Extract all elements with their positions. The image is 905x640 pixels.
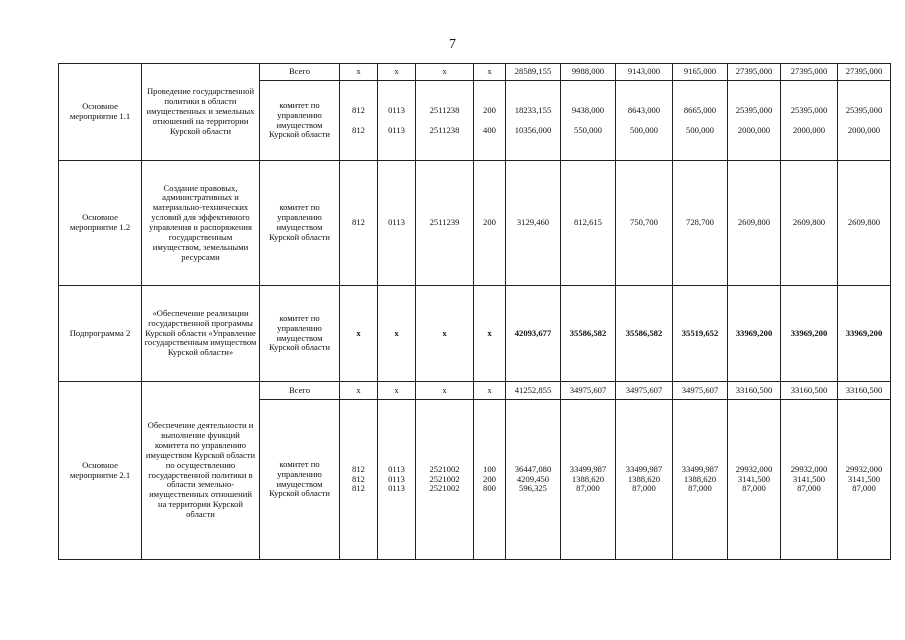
value-cell: 87,000 <box>797 483 821 494</box>
value-cell: 29932,000 <box>790 464 828 475</box>
value-cell: 29932,000 <box>845 464 883 475</box>
value-cell: 33969,200 <box>838 286 891 382</box>
value-cell: 1388,620 <box>571 473 605 484</box>
value-cell: 41252,855 <box>506 382 561 400</box>
value-cell: 27395,000 <box>728 64 781 81</box>
value-cell: 9165,000 <box>673 64 728 81</box>
value-cell: 33160,500 <box>781 382 838 400</box>
value-cell: 2000,000 <box>847 124 881 135</box>
table-row <box>59 161 891 286</box>
value-cell: 87,000 <box>688 483 712 494</box>
grbs-cell: 812 <box>352 104 365 115</box>
executor-cell: комитет по управлению имуществом Курской области <box>260 161 340 286</box>
csr-cell: 2511238 <box>429 124 460 135</box>
value-cell: 9988,000 <box>561 64 616 81</box>
value-cell: 87,000 <box>576 483 600 494</box>
event-description: Проведение государственной политики в области имущественных и земельных отношений на территории Курской области <box>142 64 260 161</box>
value-cell: 27395,000 <box>781 64 838 81</box>
rz-cell: 0113 <box>388 473 405 484</box>
executor-cell: Всего <box>260 64 340 81</box>
value-cell: 87,000 <box>632 483 656 494</box>
page-number: 7 <box>449 37 456 52</box>
value-cell: 2000,000 <box>792 124 826 135</box>
program-label: Основное мероприятие 1.2 <box>59 161 142 286</box>
event-description: Обеспечение деятельности и выполнение функций комитета по управлению имуществом Курской области по осуществлению государственной политики в области земельно-имущественных отношений на территории Курской области <box>142 382 260 560</box>
value-cell: 3129,460 <box>506 161 561 286</box>
grbs-cell: x <box>340 382 378 400</box>
value-cell: 33499,987 <box>625 464 663 475</box>
table-row <box>59 286 891 382</box>
value-cell: 33969,200 <box>728 286 781 382</box>
value-cell: 35586,582 <box>561 286 616 382</box>
value-cell: 34975,607 <box>673 382 728 400</box>
value-cell: 33499,987 <box>569 464 607 475</box>
budget-table <box>58 63 891 560</box>
value-cell: 27395,000 <box>838 64 891 81</box>
value-cell: 29932,000 <box>735 464 773 475</box>
grbs-cell: 812 <box>352 483 365 494</box>
rz-cell: 0113 <box>388 124 405 135</box>
value-cell: 2609,800 <box>728 161 781 286</box>
vr-cell: 200 <box>483 104 496 115</box>
value-cell: 87,000 <box>742 483 766 494</box>
event-description: Создание правовых, административных и материально-технических условий для эффективного управления и распоряжения государственным имуществом, земельными ресурсами <box>142 161 260 286</box>
vr-cell: x <box>474 382 506 400</box>
value-cell: 812,615 <box>561 161 616 286</box>
executor-cell: Всего <box>260 382 340 400</box>
vr-cell: 200 <box>483 473 496 484</box>
event-description: «Обеспечение реализации государственной программы Курской области «Управление государственным имуществом Курской области» <box>142 286 260 382</box>
grbs-cell: 812 <box>352 464 365 475</box>
value-cell: 4209,450 <box>516 473 550 484</box>
program-label: Основное мероприятие 2.1 <box>59 382 142 560</box>
value-cell: 25395,000 <box>790 104 828 115</box>
value-cell: 34975,607 <box>561 382 616 400</box>
vr-cell: x <box>474 286 506 382</box>
value-cell: 9143,000 <box>616 64 673 81</box>
value-cell: 550,000 <box>574 124 602 135</box>
rz-cell: 0113 <box>378 161 416 286</box>
csr-cell: 2511238 <box>429 104 460 115</box>
grbs-cell: x <box>340 286 378 382</box>
value-cell: 3141,500 <box>792 473 826 484</box>
value-cell: 3141,500 <box>847 473 881 484</box>
csr-cell: 2521002 <box>429 464 460 475</box>
csr-cell: x <box>416 286 474 382</box>
csr-cell: x <box>416 382 474 400</box>
value-cell: 33499,987 <box>681 464 719 475</box>
value-cell: 33160,500 <box>728 382 781 400</box>
vr-cell: x <box>474 64 506 81</box>
rz-cell: x <box>378 64 416 81</box>
value-cell: 750,700 <box>616 161 673 286</box>
value-cell: 18233,155 <box>514 104 552 115</box>
value-cell: 8643,000 <box>627 104 661 115</box>
value-cell: 36447,080 <box>514 464 552 475</box>
rz-cell: 0113 <box>388 464 405 475</box>
table-row <box>59 382 891 400</box>
value-cell: 9438,000 <box>571 104 605 115</box>
value-cell: 35586,582 <box>616 286 673 382</box>
value-cell: 2609,800 <box>781 161 838 286</box>
executor-cell: комитет по управлению имуществом Курской области <box>260 81 340 161</box>
csr-cell: x <box>416 64 474 81</box>
vr-cell: 800 <box>483 483 496 494</box>
grbs-cell: 812 <box>352 473 365 484</box>
vr-cell: 200 <box>474 161 506 286</box>
grbs-cell: 812 <box>340 161 378 286</box>
value-cell: 2000,000 <box>737 124 771 135</box>
value-cell: 3141,500 <box>737 473 771 484</box>
csr-cell: 2521002 <box>429 483 460 494</box>
value-cell: 25395,000 <box>845 104 883 115</box>
value-cell: 500,000 <box>630 124 658 135</box>
value-cell: 2609,800 <box>838 161 891 286</box>
value-cell: 87,000 <box>852 483 876 494</box>
value-cell: 596,325 <box>519 483 547 494</box>
csr-cell: 2521002 <box>429 473 460 484</box>
value-cell: 33160,500 <box>838 382 891 400</box>
value-cell: 500,000 <box>686 124 714 135</box>
value-cell: 728,700 <box>673 161 728 286</box>
value-cell: 10356,000 <box>514 124 552 135</box>
rz-cell: x <box>378 286 416 382</box>
value-cell: 8665,000 <box>683 104 717 115</box>
grbs-cell: x <box>340 64 378 81</box>
value-cell: 28589,155 <box>506 64 561 81</box>
rz-cell: x <box>378 382 416 400</box>
executor-cell: комитет по управлению имуществом Курской области <box>260 400 340 560</box>
value-cell: 42093,677 <box>506 286 561 382</box>
program-label: Основное мероприятие 1.1 <box>59 64 142 161</box>
vr-cell: 400 <box>483 124 496 135</box>
rz-cell: 0113 <box>388 104 405 115</box>
value-cell: 33969,200 <box>781 286 838 382</box>
executor-cell: комитет по управлению имуществом Курской области <box>260 286 340 382</box>
value-cell: 1388,620 <box>627 473 661 484</box>
value-cell: 1388,620 <box>683 473 717 484</box>
value-cell: 25395,000 <box>735 104 773 115</box>
rz-cell: 0113 <box>388 483 405 494</box>
grbs-cell: 812 <box>352 124 365 135</box>
value-cell: 34975,607 <box>616 382 673 400</box>
table-row <box>59 64 891 81</box>
csr-cell: 2511239 <box>416 161 474 286</box>
value-cell: 35519,652 <box>673 286 728 382</box>
vr-cell: 100 <box>483 464 496 475</box>
program-label: Подпрограмма 2 <box>59 286 142 382</box>
